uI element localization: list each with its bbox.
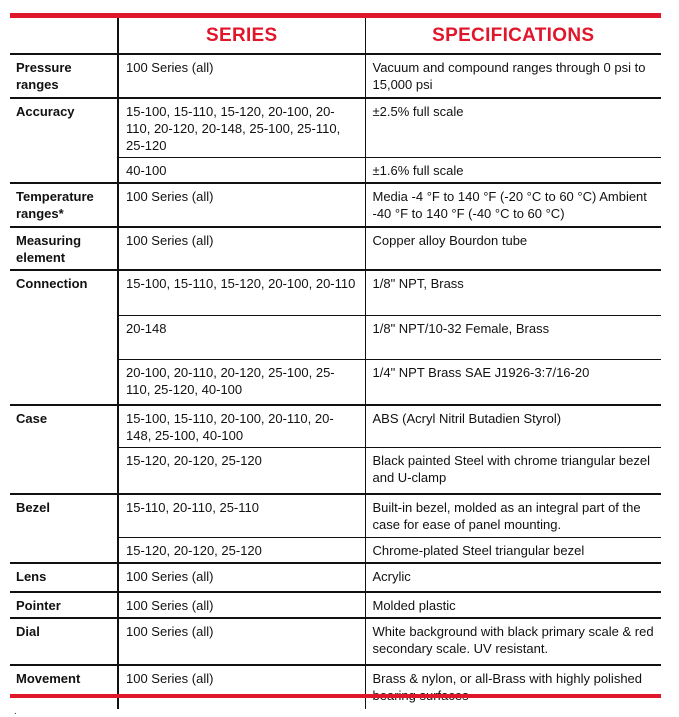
spec-cell: White background with black primary scale & red secondary scale. UV resistant. (365, 618, 661, 665)
header-specifications: SPECIFICATIONS (365, 18, 661, 54)
table-row (10, 563, 661, 592)
series-cell: 100 Series (all) (118, 665, 365, 709)
series-cell: 100 Series (all) (118, 563, 365, 592)
row-label: Movement (10, 665, 118, 709)
row-label: Measuring element (10, 227, 118, 270)
series-cell: 15-100, 15-110, 15-120, 20-100, 20-110 (118, 270, 365, 315)
table-row (10, 158, 661, 184)
row-label (10, 158, 118, 184)
row-label (10, 538, 118, 564)
series-cell: 40-100 (118, 158, 365, 184)
row-label: Lens (10, 563, 118, 592)
row-label: Case (10, 405, 118, 448)
table-row (10, 359, 661, 405)
series-cell: 100 Series (all) (118, 618, 365, 665)
spec-cell: Chrome-plated Steel triangular bezel (365, 538, 661, 564)
spec-cell: ±1.6% full scale (365, 158, 661, 184)
table-row (10, 315, 661, 359)
row-label: Pressure ranges (10, 54, 118, 98)
series-cell: 100 Series (all) (118, 592, 365, 618)
row-label (10, 359, 118, 405)
spec-cell: Acrylic (365, 563, 661, 592)
table-row (10, 98, 661, 158)
spec-cell: 1/8" NPT/10-32 Female, Brass (365, 315, 661, 359)
table-row (10, 183, 661, 227)
spec-cell: Vacuum and compound ranges through 0 psi to 15,000 psi (365, 54, 661, 98)
series-cell: 100 Series (all) (118, 183, 365, 227)
series-cell: 15-100, 15-110, 20-100, 20-110, 20-148, 25-100, 40-100 (118, 405, 365, 448)
series-cell: 20-100, 20-110, 20-120, 25-100, 25-110, 25-120, 40-100 (118, 359, 365, 405)
row-label (10, 448, 118, 494)
series-cell: 15-110, 20-110, 25-110 (118, 494, 365, 538)
table-header-row (10, 18, 661, 54)
table-row (10, 494, 661, 538)
row-label: Temperature ranges* (10, 183, 118, 227)
spec-cell: 1/4" NPT Brass SAE J1926-3:7/16-20 (365, 359, 661, 405)
specifications-table (10, 18, 661, 709)
spec-cell: ±2.5% full scale (365, 98, 661, 158)
row-label: Dial (10, 618, 118, 665)
footer-mark: . (14, 706, 17, 717)
table-row (10, 618, 661, 665)
row-label: Accuracy (10, 98, 118, 158)
spec-cell: Copper alloy Bourdon tube (365, 227, 661, 270)
table-row (10, 227, 661, 270)
table-row (10, 592, 661, 618)
series-cell: 15-120, 20-120, 25-120 (118, 448, 365, 494)
series-cell: 15-100, 15-110, 15-120, 20-100, 20-110, 20-120, 20-148, 25-100, 25-110, 25-120 (118, 98, 365, 158)
spec-cell: Media -4 °F to 140 °F (-20 °C to 60 °C) Ambient -40 °F to 140 °F (-40 °C to 60 °C) (365, 183, 661, 227)
spec-cell: Black painted Steel with chrome triangular bezel and U-clamp (365, 448, 661, 494)
series-cell: 20-148 (118, 315, 365, 359)
row-label (10, 315, 118, 359)
table-row (10, 448, 661, 494)
header-series: SERIES (118, 18, 365, 54)
spec-cell: Built-in bezel, molded as an integral part of the case for ease of panel mounting. (365, 494, 661, 538)
table-row (10, 270, 661, 315)
series-cell: 100 Series (all) (118, 227, 365, 270)
series-cell: 100 Series (all) (118, 54, 365, 98)
series-cell: 15-120, 20-120, 25-120 (118, 538, 365, 564)
spec-cell: Brass & nylon, or all-Brass with highly polished (365, 665, 661, 709)
row-label: Bezel (10, 494, 118, 538)
row-label: Pointer (10, 592, 118, 618)
bottom-accent-bar (10, 694, 661, 698)
table-row (10, 665, 661, 709)
table-row (10, 405, 661, 448)
header-blank-cell (10, 18, 118, 54)
table-row (10, 54, 661, 98)
row-label: Connection (10, 270, 118, 315)
spec-cell: 1/8" NPT, Brass (365, 270, 661, 315)
spec-cell: Molded plastic (365, 592, 661, 618)
table-row (10, 538, 661, 564)
spec-cell: ABS (Acryl Nitril Butadien Styrol) (365, 405, 661, 448)
